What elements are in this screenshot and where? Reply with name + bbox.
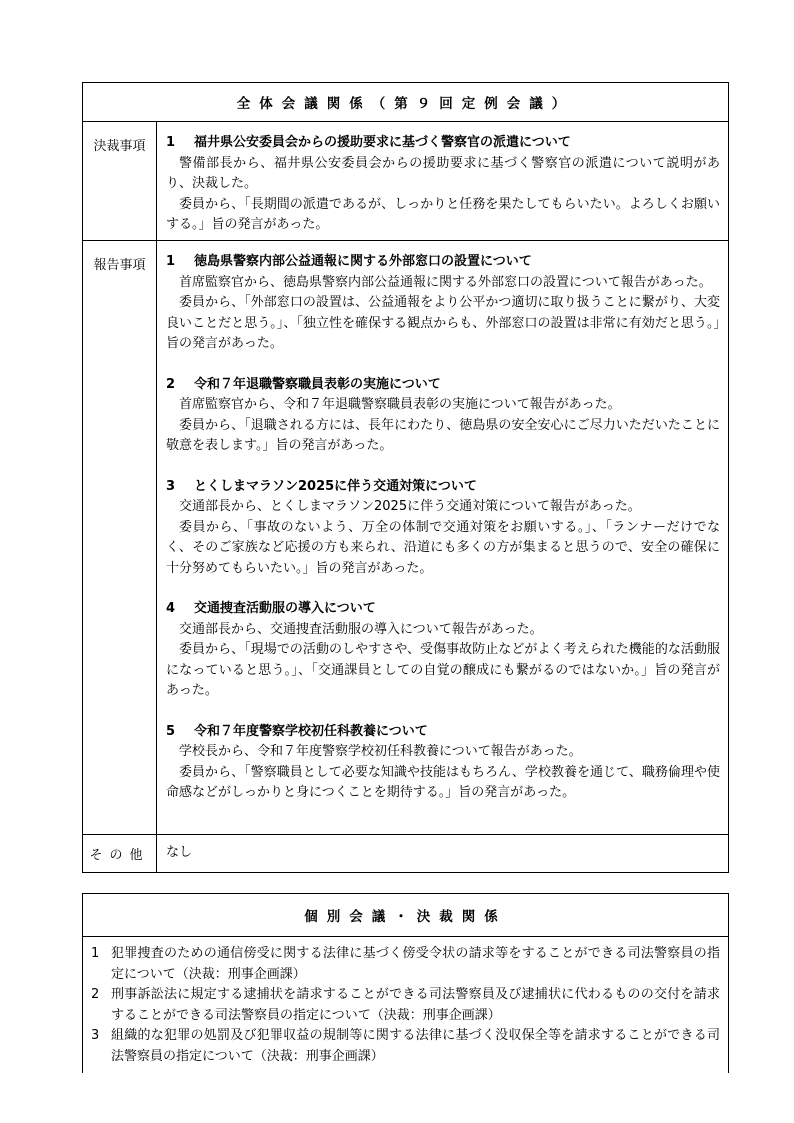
list-item-number: 2 xyxy=(91,987,100,1002)
individual-meeting-title: 個別会議・決裁関係 xyxy=(83,894,728,937)
individual-meeting-list xyxy=(91,944,720,1067)
plenary-meeting-title: 全体会議関係（第９回定例会議） xyxy=(83,83,728,122)
other-content: なし xyxy=(166,845,193,860)
item-paragraph: 首席監察官から、令和７年退職警察職員表彰の実施について報告があった。 xyxy=(179,397,621,412)
list-item-text: 刑事訴訟法に規定する逮捕状を請求することができる司法警察員及び逮捕状に代わるものの交付を請求することができる司法警察員の指定について（決裁：刑事企画課） xyxy=(111,987,720,1023)
report-item-5 xyxy=(166,722,720,804)
item-paragraph: 交通部長から、交通捜査活動服の導入について報告があった。 xyxy=(179,621,543,637)
other-label: その他 xyxy=(83,835,157,872)
list-item xyxy=(91,1026,720,1067)
item-number: 1 xyxy=(166,254,176,269)
other-section xyxy=(83,835,728,872)
report-item-1 xyxy=(166,252,720,355)
plenary-meeting-table xyxy=(82,82,729,873)
item-title-text: 令和７年度警察学校初任科教養について xyxy=(194,723,428,739)
decision-item-1 xyxy=(166,133,720,236)
item-paragraph: 交通部長から、とくしまマラソン2025に伴う交通対策について報告があった。 xyxy=(179,499,641,514)
list-item-text: 犯罪捜査のための通信傍受に関する法律に基づく傍受令状の請求等をすることができる司法警察員の指定について（決裁：刑事企画課） xyxy=(111,946,720,982)
item-number: 2 xyxy=(166,376,176,392)
item-title xyxy=(166,722,720,743)
list-item-text: 組織的な犯罪の処罰及び犯罪収益の規制等に関する法律に基づく没収保全等を請求することができる司法警察員の指定について（決裁：刑事企画課） xyxy=(111,1028,720,1064)
item-title xyxy=(166,375,720,396)
report-item-4 xyxy=(166,599,720,702)
item-title-text: 令和７年退職警察職員表彰の実施について xyxy=(194,376,441,392)
item-paragraph: 学校長から、令和７年度警察学校初任科教養について報告があった。 xyxy=(179,744,582,759)
report-label: 報告事項 xyxy=(83,241,157,834)
report-item-3 xyxy=(166,477,720,580)
list-item xyxy=(91,985,720,1026)
list-item xyxy=(91,944,720,985)
report-item-2 xyxy=(166,375,720,457)
item-title xyxy=(166,599,720,620)
item-number: 5 xyxy=(166,723,176,739)
list-item-number: 3 xyxy=(91,1028,100,1043)
item-title xyxy=(166,133,720,154)
item-number: 1 xyxy=(166,135,176,150)
item-title xyxy=(166,252,720,273)
item-paragraph: 委員から、「退職される方には、長年にわたり、徳島県の安全安心にご尽力いただいたことに敬意を表します。」旨の発言があった。 xyxy=(166,417,720,453)
item-number: 3 xyxy=(166,478,176,494)
decision-content xyxy=(166,133,720,236)
report-section xyxy=(83,241,728,835)
item-title xyxy=(166,477,720,498)
report-content xyxy=(166,252,720,804)
item-paragraph: 委員から、「事故のないよう、万全の体制で交通対策をお願いする。」、「ランナーだけでなく、そのご家族など応援の方も来られ、沿道にも多くの方が集まると思うので、安全の確保に十分努めてもらいたい。」旨の発言があった。 xyxy=(166,519,720,576)
individual-meeting-table xyxy=(82,893,729,1073)
decision-label: 決裁事項 xyxy=(83,122,157,240)
item-paragraph: 委員から、「現場での活動のしやすさや、受傷事故防止などがよく考えられた機能的な活動服になっていると思う。」、「交通課員としての自覚の醸成にも繋がるのではないか。」旨の発言があった。 xyxy=(166,642,720,698)
item-paragraph: 委員から、「警察職員として必要な知識や技能はもちろん、学校教養を通じて、職務倫理や使命感などがしっかりと身につくことを期待する。」旨の発言があった。 xyxy=(166,764,720,800)
item-title-text: 福井県公安委員会からの援助要求に基づく警察官の派遣について xyxy=(194,135,571,150)
item-title-text: 交通捜査活動服の導入について xyxy=(194,601,376,616)
item-paragraph: 警備部長から、福井県公安委員会からの援助要求に基づく警察官の派遣について説明があり、決裁した。 xyxy=(166,155,720,191)
item-paragraph: 首席監察官から、徳島県警察内部公益通報に関する外部窓口の設置について報告があった。 xyxy=(179,274,712,290)
item-title-text: とくしまマラソン2025に伴う交通対策について xyxy=(194,478,477,494)
item-number: 4 xyxy=(166,601,176,616)
decision-section xyxy=(83,122,728,241)
item-title-text: 徳島県警察内部公益通報に関する外部窓口の設置について xyxy=(194,254,532,269)
list-item-number: 1 xyxy=(91,946,100,961)
item-paragraph: 委員から、「長期間の派遣であるが、しっかりと任務を果たしてもらいたい。よろしくお願いする。」旨の発言があった。 xyxy=(166,196,720,232)
item-paragraph: 委員から、「外部窓口の設置は、公益通報をより公平かつ適切に取り扱うことに繋がり、大変良いことだと思う。」、「独立性を確保する観点からも、外部窓口の設置は非常に有効だと思う。」旨の発言があった。 xyxy=(166,295,720,351)
